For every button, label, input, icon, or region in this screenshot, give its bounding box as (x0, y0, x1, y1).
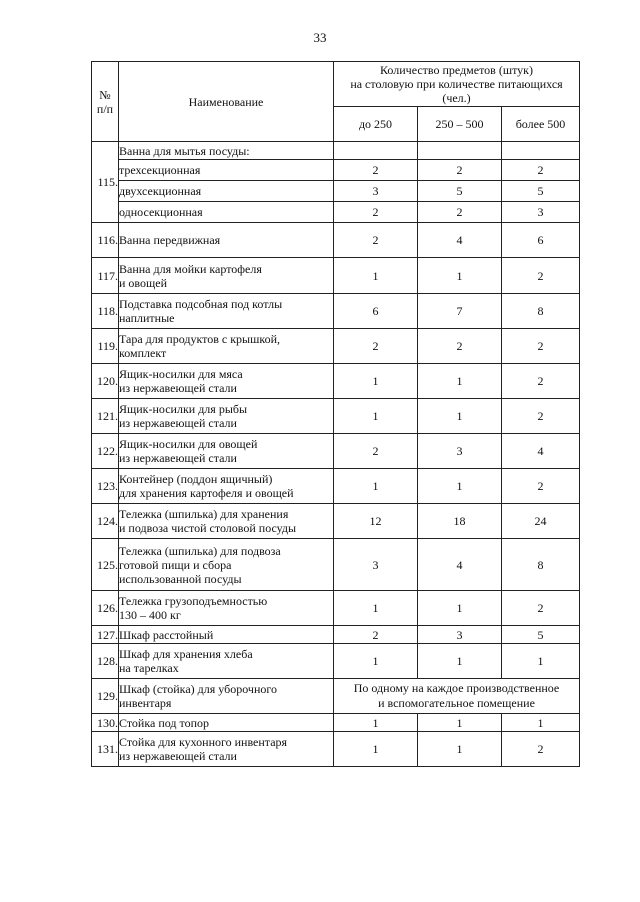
item-name (119, 714, 334, 732)
item-name (119, 679, 334, 714)
value-cell: 1 (334, 591, 418, 626)
header-name: Наименование (119, 62, 334, 142)
item-name-line: односекционная (119, 205, 203, 219)
row-number: 124. (92, 504, 119, 539)
row-number: 125. (92, 539, 119, 591)
table-row (92, 714, 580, 732)
item-name-line: комплект (119, 346, 167, 360)
item-name (119, 294, 334, 329)
item-name (119, 591, 334, 626)
table-row (92, 223, 580, 258)
item-name-line: Ванна для мытья посуды: (119, 143, 250, 158)
value-cell: 3 (334, 539, 418, 591)
value-cell: 1 (334, 258, 418, 294)
table-body (92, 142, 580, 767)
item-name-line: Контейнер (поддон ящичный) (119, 472, 273, 486)
merged-value-cell (334, 679, 580, 714)
value-cell: 2 (502, 329, 580, 364)
row-number: 126. (92, 591, 119, 626)
item-name-line: Подставка подсобная под котлы (119, 297, 283, 311)
header-number-label: п/п (96, 101, 114, 116)
row-number: 127. (92, 626, 119, 644)
item-name (119, 329, 334, 364)
equipment-table (91, 61, 580, 767)
header-col-250-500: 250 – 500 (418, 107, 502, 142)
table-row (92, 258, 580, 294)
value-cell: 3 (502, 202, 580, 223)
value-cell: 24 (502, 504, 580, 539)
value-cell: 1 (418, 714, 502, 732)
item-name-line: для хранения картофеля и овощей (119, 486, 294, 500)
item-name-line: Шкаф расстойный (119, 627, 214, 642)
item-name-line: использованной посуды (119, 571, 242, 586)
row-number: 122. (92, 434, 119, 469)
value-cell: 2 (502, 591, 580, 626)
value-cell: 1 (418, 364, 502, 399)
row-number: 129. (92, 679, 119, 714)
table-row (92, 644, 580, 679)
item-name-line: из нержавеющей стали (119, 749, 237, 763)
item-name-line: Стойка для кухонного инвентаря (119, 735, 288, 749)
item-name-line: Тележка (шпилька) для хранения (119, 507, 289, 521)
item-name (119, 160, 334, 181)
value-cell: 12 (334, 504, 418, 539)
value-cell: 2 (502, 469, 580, 504)
value-cell: 1 (418, 732, 502, 767)
row-number: 128. (92, 644, 119, 679)
row-number: 130. (92, 714, 119, 732)
table-row (92, 329, 580, 364)
item-name-line: Ванна для мойки картофеля (119, 261, 262, 276)
table-row (92, 294, 580, 329)
value-cell: 2 (502, 258, 580, 294)
value-cell: 8 (502, 539, 580, 591)
merged-value-line: и вспомогательное помещение (378, 696, 535, 710)
item-name-line: 130 – 400 кг (119, 608, 181, 622)
item-name-line: Ящик-носилки для мяса (119, 367, 243, 381)
item-name (119, 399, 334, 434)
value-cell: 3 (418, 434, 502, 469)
table-row (92, 591, 580, 626)
value-cell: 18 (418, 504, 502, 539)
merged-value-line: По одному на каждое производственное (353, 681, 560, 695)
value-cell (502, 142, 580, 160)
item-name-line: Ванна передвижная (119, 233, 221, 247)
item-name-line: и подвоза чистой столовой посуды (119, 521, 297, 535)
value-cell: 2 (418, 160, 502, 181)
value-cell (334, 142, 418, 160)
value-cell: 1 (334, 732, 418, 767)
value-cell: 2 (418, 329, 502, 364)
header-quantity-line2: на столовую при количестве питающихся (350, 77, 563, 91)
table-row (92, 539, 580, 591)
item-name-line: Тележка (шпилька) для подвоза (119, 543, 281, 558)
value-cell: 1 (334, 644, 418, 679)
value-cell: 2 (334, 160, 418, 181)
value-cell: 1 (334, 399, 418, 434)
value-cell: 4 (418, 539, 502, 591)
item-name (119, 504, 334, 539)
item-name (119, 626, 334, 644)
value-cell: 5 (418, 181, 502, 202)
value-cell: 2 (334, 202, 418, 223)
value-cell: 2 (334, 223, 418, 258)
row-number: 116. (92, 223, 119, 258)
value-cell (418, 142, 502, 160)
value-cell: 2 (502, 364, 580, 399)
item-name (119, 142, 334, 160)
value-cell: 1 (418, 258, 502, 294)
item-name-line: Ящик-носилки для овощей (119, 437, 258, 451)
header-quantity-line1: Количество предметов (штук) (380, 63, 533, 77)
item-name (119, 181, 334, 202)
item-name-line: готовой пищи и сбора (119, 557, 232, 572)
value-cell: 1 (418, 469, 502, 504)
table-row (92, 626, 580, 644)
value-cell: 5 (502, 626, 580, 644)
value-cell: 8 (502, 294, 580, 329)
value-cell: 5 (502, 181, 580, 202)
table-row (92, 399, 580, 434)
item-name-line: из нержавеющей стали (119, 381, 237, 395)
value-cell: 6 (502, 223, 580, 258)
value-cell: 2 (502, 160, 580, 181)
item-name-line: Тележка грузоподъемностью (119, 594, 268, 608)
item-name (119, 364, 334, 399)
table-subrow (92, 202, 580, 223)
row-number: 121. (92, 399, 119, 434)
item-name (119, 202, 334, 223)
value-cell: 1 (418, 399, 502, 434)
table-row (92, 679, 580, 714)
value-cell: 3 (418, 626, 502, 644)
item-name-line: двухсекционная (119, 184, 202, 198)
item-name-line: и овощей (119, 275, 167, 290)
row-number: 118. (92, 294, 119, 329)
item-name (119, 223, 334, 258)
value-cell: 4 (502, 434, 580, 469)
header-quantity-line3: (чел.) (442, 91, 471, 105)
row-number: 119. (92, 329, 119, 364)
value-cell: 7 (418, 294, 502, 329)
value-cell: 4 (418, 223, 502, 258)
row-number: 115. (92, 142, 119, 223)
item-name-line: наплитные (119, 311, 175, 325)
header-number (92, 62, 119, 142)
page-number: 33 (313, 30, 327, 45)
row-number: 117. (92, 258, 119, 294)
value-cell: 1 (502, 644, 580, 679)
value-cell: 2 (418, 202, 502, 223)
row-number: 120. (92, 364, 119, 399)
value-cell: 2 (502, 399, 580, 434)
value-cell: 2 (334, 329, 418, 364)
value-cell: 2 (502, 732, 580, 767)
row-number: 131. (92, 732, 119, 767)
value-cell: 1 (418, 644, 502, 679)
table-row (92, 364, 580, 399)
value-cell: 2 (334, 434, 418, 469)
value-cell: 1 (502, 714, 580, 732)
item-name-line: Стойка под топор (119, 715, 210, 730)
item-name (119, 539, 334, 591)
value-cell: 1 (418, 591, 502, 626)
header-col-over-500: более 500 (502, 107, 580, 142)
value-cell: 3 (334, 181, 418, 202)
value-cell: 2 (334, 626, 418, 644)
header-col-up-to-250: до 250 (334, 107, 418, 142)
item-name-line: из нержавеющей стали (119, 416, 237, 430)
header-number-sign: № (99, 87, 111, 102)
table-header (92, 62, 580, 142)
table-row (92, 469, 580, 504)
item-name (119, 469, 334, 504)
item-name-line: Ящик-носилки для рыбы (119, 402, 248, 416)
item-name (119, 434, 334, 469)
item-name (119, 258, 334, 294)
value-cell: 1 (334, 364, 418, 399)
table-row (92, 504, 580, 539)
item-name-line: Шкаф для хранения хлеба (119, 647, 253, 661)
table-row (92, 434, 580, 469)
table-subrow (92, 181, 580, 202)
item-name-line: Тара для продуктов с крышкой, (119, 332, 281, 346)
table-subrow (92, 160, 580, 181)
row-number: 123. (92, 469, 119, 504)
value-cell: 6 (334, 294, 418, 329)
table-row (92, 732, 580, 767)
item-name-line: на тарелках (119, 661, 179, 675)
header-quantity (334, 62, 580, 107)
value-cell: 1 (334, 714, 418, 732)
item-name-line: Шкаф (стойка) для уборочного (119, 682, 277, 696)
item-name-line: трехсекционная (119, 163, 201, 177)
table-row (92, 142, 580, 160)
item-name (119, 644, 334, 679)
item-name-line: инвентаря (119, 696, 172, 710)
item-name (119, 732, 334, 767)
item-name-line: из нержавеющей стали (119, 451, 237, 465)
value-cell: 1 (334, 469, 418, 504)
